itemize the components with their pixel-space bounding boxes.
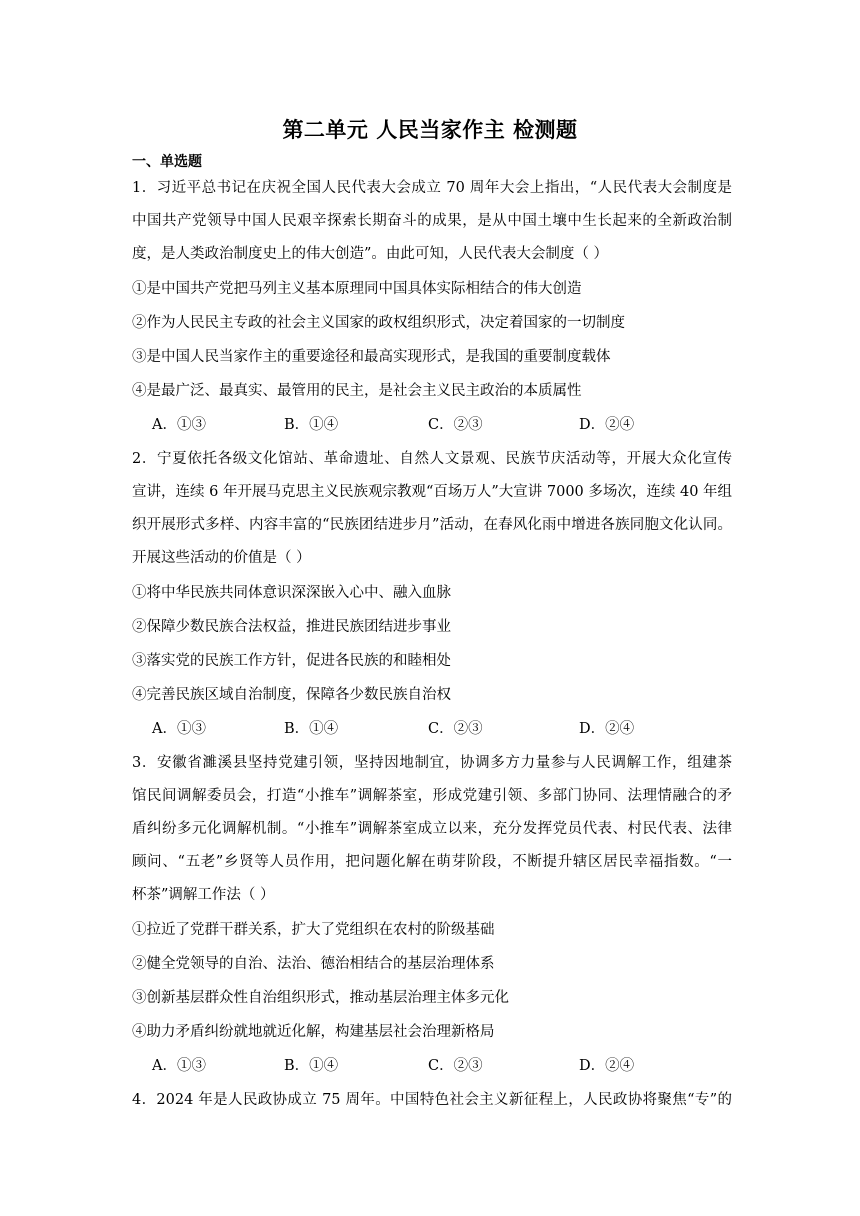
- question-4-stem-line: 4．2024 年是人民政协成立 75 周年。中国特色社会主义新征程上，人民政协将聚焦“专”的: [132, 1092, 732, 1108]
- option-b[interactable]: B．①④: [284, 1058, 339, 1074]
- question-2-stem-line: 开展这些活动的价值是（ ）: [132, 550, 311, 566]
- question-2-item: ②保障少数民族合法权益，推进民族团结进步事业: [132, 619, 451, 635]
- page-title: 第二单元 人民当家作主 检测题: [282, 118, 578, 142]
- question-2-stem-line: 2．宁夏依托各级文化馆站、革命遗址、自然人文景观、民族节庆活动等，开展大众化宣传: [132, 451, 732, 467]
- question-3-stem-line: 馆民间调解委员会，打造“小推车”调解茶室，形成党建引领、多部门协同、法理情融合的矛: [132, 788, 732, 804]
- question-3-item: ②健全党领导的自治、法治、德治相结合的基层治理体系: [132, 956, 495, 972]
- question-1-stem-line: 度，是人类政治制度史上的伟大创造”。由此可知，人民代表大会制度（ ）: [132, 246, 609, 262]
- option-a[interactable]: A．①③: [152, 417, 206, 433]
- option-a[interactable]: A．①③: [152, 721, 206, 737]
- question-3-stem-line: 顾问、“五老”乡贤等人员作用，把问题化解在萌芽阶段，不断提升辖区居民幸福指数。“一: [132, 854, 732, 870]
- question-2-item: ③落实党的民族工作方针，促进各民族的和睦相处: [132, 653, 451, 669]
- question-2-item: ④完善民族区域自治制度，保障各少数民族自治权: [132, 687, 451, 703]
- question-2-item: ①将中华民族共同体意识深深嵌入心中、融入血脉: [132, 585, 451, 601]
- option-d[interactable]: D．②④: [579, 1058, 635, 1074]
- question-3-item: ①拉近了党群干群关系，扩大了党组织在农村的阶级基础: [132, 922, 495, 938]
- option-d[interactable]: D．②④: [579, 417, 635, 433]
- question-2-stem-line: 织开展形式多样、内容丰富的“民族团结进步月”活动，在春风化雨中增进各族同胞文化认同。: [132, 517, 732, 533]
- option-a[interactable]: A．①③: [152, 1058, 206, 1074]
- option-d[interactable]: D．②④: [579, 721, 635, 737]
- question-1-item: ②作为人民民主专政的社会主义国家的政权组织形式，决定着国家的一切制度: [132, 315, 625, 331]
- option-b[interactable]: B．①④: [284, 417, 339, 433]
- question-1-stem-line: 1．习近平总书记在庆祝全国人民代表大会成立 70 周年大会上指出，“人民代表大会制度是: [132, 180, 732, 196]
- question-3-stem-line: 杯茶”调解工作法（ ）: [132, 887, 275, 903]
- question-1-item: ③是中国人民当家作主的重要途径和最高实现形式，是我国的重要制度载体: [132, 349, 611, 365]
- question-3-item: ③创新基层群众性自治组织形式，推动基层治理主体多元化: [132, 990, 509, 1006]
- question-3-item: ④助力矛盾纠纷就地就近化解，构建基层社会治理新格局: [132, 1024, 495, 1040]
- question-1-item: ①是中国共产党把马列主义基本原理同中国具体实际相结合的伟大创造: [132, 281, 582, 297]
- question-1-item: ④是最广泛、最真实、最管用的民主，是社会主义民主政治的本质属性: [132, 383, 582, 399]
- option-c[interactable]: C．②③: [428, 417, 483, 433]
- question-1-stem-line: 中国共产党领导中国人民艰辛探索长期奋斗的成果，是从中国土壤中生长起来的全新政治制: [132, 213, 732, 229]
- question-3-stem-line: 3．安徽省濉溪县坚持党建引领，坚持因地制宜，协调多方力量参与人民调解工作，组建茶: [132, 755, 732, 771]
- option-c[interactable]: C．②③: [428, 721, 483, 737]
- question-2-stem-line: 宣讲，连续 6 年开展马克思主义民族观宗教观“百场万人”大宣讲 7000 多场次，连续 40 年组: [132, 484, 733, 500]
- option-b[interactable]: B．①④: [284, 721, 339, 737]
- question-3-stem-line: 盾纠纷多元化调解机制。“小推车”调解茶室成立以来，充分发挥党员代表、村民代表、法律: [132, 821, 732, 837]
- section-heading: 一、单选题: [132, 154, 202, 170]
- option-c[interactable]: C．②③: [428, 1058, 483, 1074]
